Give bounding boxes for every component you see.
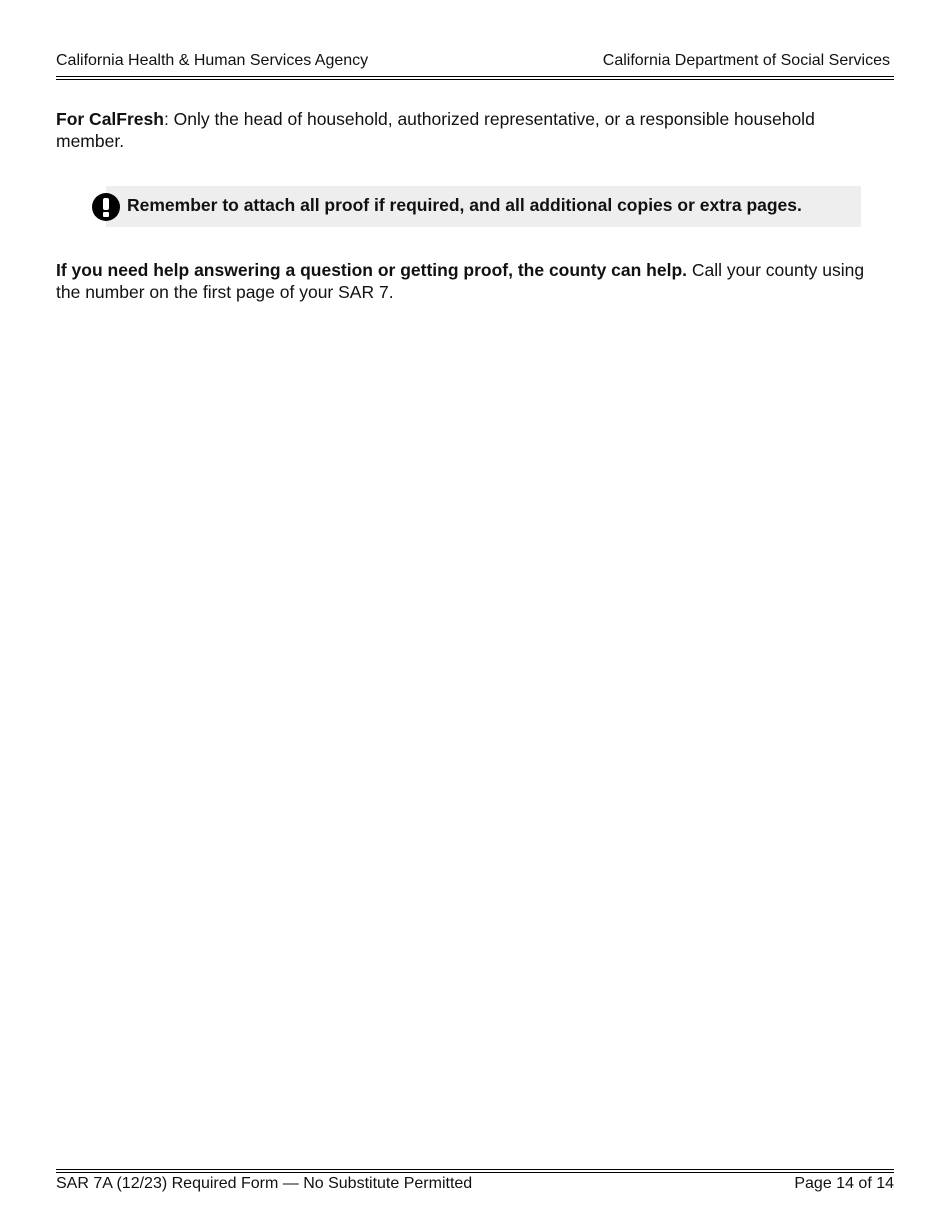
page-number: Page 14 of 14 xyxy=(794,1175,894,1192)
notice-text: Remember to attach all proof if required, and all additional copies or extra pages. xyxy=(127,195,802,215)
agency-name: California Health & Human Services Agency xyxy=(56,52,369,69)
help-bold-text: If you need help answering a question or getting proof, the county can help. xyxy=(56,260,688,280)
notice-box xyxy=(106,186,861,227)
page-footer xyxy=(56,1175,894,1197)
header-rule-bottom xyxy=(56,79,894,80)
exclamation-icon xyxy=(92,193,120,221)
page-header xyxy=(56,52,894,74)
help-text: Call your county using the number on the first page of your SAR 7. xyxy=(56,260,865,302)
footer-rule-top xyxy=(56,1169,894,1170)
department-name: California Department of Social Services xyxy=(602,52,890,69)
footer-rule-bottom xyxy=(56,1172,894,1173)
form-identifier: SAR 7A (12/23) Required Form — No Substitute Permitted xyxy=(56,1175,473,1192)
calfresh-label: For CalFresh xyxy=(56,109,164,129)
help-paragraph xyxy=(56,259,886,303)
calfresh-paragraph xyxy=(56,108,886,152)
calfresh-text: : Only the head of household, authorized representative, or a responsible household member. xyxy=(56,109,815,151)
header-rule-top xyxy=(56,76,894,77)
